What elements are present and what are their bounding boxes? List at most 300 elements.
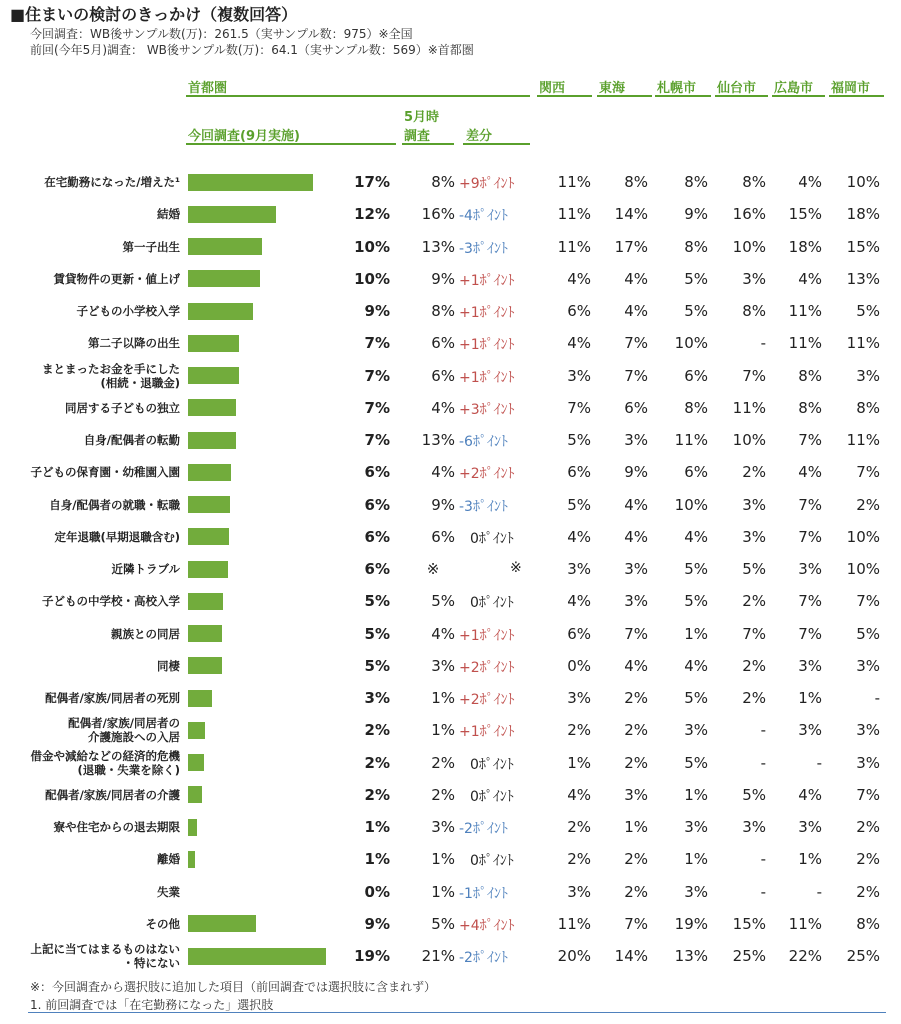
current-value: 10% [354, 237, 390, 256]
region-value: 2% [567, 850, 591, 869]
page-title: ■住まいの検討のきっかけ（複数回答） [10, 5, 298, 24]
region-value: 5% [684, 753, 708, 772]
category-label [0, 659, 180, 673]
previous-value: 5% [431, 914, 455, 933]
previous-value: 2% [431, 785, 455, 804]
region-value: 5% [684, 560, 708, 578]
category-label-line: 配偶者/家族/同居者の死別 [45, 691, 180, 705]
diff-value: +1ﾎﾟｲﾝﾄ [459, 724, 515, 741]
region-value: 15% [846, 237, 880, 256]
region-value: 11% [788, 302, 822, 320]
region-value: 11% [557, 237, 591, 256]
region-value: 20% [557, 947, 591, 965]
category-label [0, 627, 180, 641]
region-value: 13% [846, 269, 880, 288]
diff-value: 0ﾎﾟｲﾝﾄ [470, 853, 514, 870]
region-value: 4% [624, 527, 648, 546]
region-value: - [760, 334, 766, 353]
region-value: 5% [684, 689, 708, 707]
region-value: 11% [846, 334, 880, 353]
region-value: 5% [567, 431, 591, 449]
region-value: 3% [567, 366, 591, 385]
region-value: 7% [798, 527, 822, 546]
category-label-line: 自身/配偶者の就職・転職 [49, 497, 180, 512]
current-value: 19% [354, 947, 390, 965]
category-label [0, 240, 180, 254]
previous-value: 9% [431, 495, 455, 514]
region-value: 18% [788, 237, 822, 256]
region-value: 2% [742, 656, 766, 675]
category-label-line: 子どもの中学校・高校入学 [42, 594, 180, 609]
category-label [0, 336, 180, 350]
previous-value: 4% [431, 463, 455, 482]
category-label-line: 近隣トラブル [111, 562, 180, 576]
category-label-line: 第二子以降の出生 [88, 336, 180, 351]
current-value: 12% [354, 205, 390, 224]
region-value: 3% [798, 818, 822, 836]
region-value: 8% [742, 173, 766, 191]
bar [188, 625, 222, 642]
diff-value: -2ﾎﾟｲﾝﾄ [459, 950, 508, 966]
bar [188, 206, 276, 223]
region-value: - [874, 689, 880, 707]
region-value: 25% [732, 947, 766, 965]
region-value: 22% [788, 947, 822, 965]
previous-value: 13% [421, 431, 455, 449]
subtitle-previous-survey: 前回(今年5月)調査： WB後サンプル数(万)：64.1（実サンプル数：569）※首都圏 [30, 43, 474, 57]
region-value: 1% [624, 818, 648, 836]
category-label-line: (相続・退職金) [100, 375, 180, 390]
region-value: 16% [732, 205, 766, 224]
previous-value: 5% [431, 592, 455, 611]
region-value: 3% [742, 269, 766, 288]
region-value: 5% [684, 592, 708, 611]
category-label-line: 上記に当てはまるものはない [30, 942, 180, 956]
region-value: 10% [732, 237, 766, 256]
bar [188, 948, 326, 965]
region-value: 2% [624, 689, 648, 707]
region-value: 9% [684, 205, 708, 224]
region-value: 10% [674, 495, 708, 514]
region-value: 2% [856, 818, 880, 836]
footnote-added-items: ※：今回調査から選択肢に追加した項目（前回調査では選択肢に含まれず） [30, 980, 437, 994]
current-value: 6% [364, 495, 390, 514]
region-value: 4% [567, 269, 591, 288]
region-value: 8% [856, 398, 880, 417]
region-value: 6% [567, 624, 591, 643]
region-value: 10% [846, 173, 880, 191]
diff-value: -3ﾎﾟｲﾝﾄ [459, 498, 508, 515]
bar [188, 238, 262, 255]
region-value: 3% [856, 656, 880, 675]
bar [188, 819, 197, 836]
region-value: 18% [846, 205, 880, 224]
region-value: 1% [567, 753, 591, 772]
category-label [0, 175, 180, 189]
region-value: 4% [624, 495, 648, 514]
region-value: 11% [557, 205, 591, 224]
previous-value: 6% [431, 334, 455, 353]
header-prev-underline [402, 143, 454, 145]
previous-value: 16% [421, 205, 455, 224]
bar [188, 367, 239, 384]
category-label-line: 第一子出生 [122, 239, 180, 254]
current-value: 7% [364, 334, 390, 353]
region-value: - [816, 882, 822, 901]
bar [188, 915, 256, 932]
region-value: 4% [624, 656, 648, 675]
current-value: 7% [364, 366, 390, 385]
diff-value: +3ﾎﾟｲﾝﾄ [459, 401, 515, 418]
region-value: 7% [856, 463, 880, 482]
region-value: 10% [732, 431, 766, 449]
region-value: 3% [567, 689, 591, 707]
region-value: 4% [798, 269, 822, 288]
header-region-hiroshima: 広島市 [774, 81, 814, 96]
previous-value: 1% [431, 689, 455, 707]
category-label-line: 定年退職(早期退職含む) [54, 529, 180, 544]
current-value: 2% [364, 753, 390, 772]
diff-value: -3ﾎﾟｲﾝﾄ [459, 240, 508, 257]
category-label [0, 498, 180, 512]
header-current-underline [186, 143, 396, 145]
current-value: 9% [364, 302, 390, 320]
previous-value: 13% [421, 237, 455, 256]
region-value: 6% [684, 366, 708, 385]
diff-value: 0ﾎﾟｲﾝﾄ [470, 530, 514, 547]
header-region-sendai: 仙台市 [717, 81, 757, 96]
category-label [0, 820, 180, 834]
category-label-line: 子どもの保育園・幼稚園入園 [30, 465, 180, 480]
region-value: 7% [798, 495, 822, 514]
region-value: 3% [798, 560, 822, 578]
previous-value: 1% [431, 850, 455, 869]
category-label-line: 失業 [157, 884, 180, 899]
region-value: 15% [788, 205, 822, 224]
header-region-sendai-underline [715, 95, 768, 97]
region-value: 8% [742, 302, 766, 320]
region-value: 15% [732, 914, 766, 933]
bar [188, 399, 236, 416]
region-value: 5% [856, 624, 880, 643]
region-value: 14% [614, 205, 648, 224]
region-value: 4% [798, 173, 822, 191]
region-value: 11% [788, 334, 822, 353]
category-label [0, 594, 180, 608]
region-value: 5% [856, 302, 880, 320]
region-value: 0% [567, 656, 591, 675]
region-value: 3% [856, 366, 880, 385]
category-label [0, 917, 180, 931]
region-value: 4% [567, 527, 591, 546]
current-value: 7% [364, 431, 390, 449]
category-label-line: 配偶者/家族/同居者の介護 [45, 787, 180, 802]
bar [188, 335, 239, 352]
header-region-hiroshima-underline [772, 95, 825, 97]
region-value: 3% [567, 560, 591, 578]
bar [188, 270, 260, 287]
diff-value: +1ﾎﾟｲﾝﾄ [459, 305, 515, 321]
current-value: 6% [364, 527, 390, 546]
current-value: 6% [364, 560, 390, 578]
bar [188, 786, 202, 803]
previous-value: 9% [431, 269, 455, 288]
region-value: - [760, 721, 766, 740]
diff-value: +1ﾎﾟｲﾝﾄ [459, 369, 515, 386]
region-value: 2% [742, 463, 766, 482]
region-value: - [760, 882, 766, 901]
category-label [0, 433, 180, 447]
region-value: 11% [846, 431, 880, 449]
region-value: 3% [856, 753, 880, 772]
bar [188, 528, 229, 545]
region-value: 8% [624, 173, 648, 191]
bar [188, 754, 204, 771]
category-label [0, 362, 180, 390]
region-value: 3% [742, 818, 766, 836]
region-value: 9% [624, 463, 648, 482]
current-value: 1% [364, 850, 390, 869]
region-value: 7% [567, 398, 591, 417]
bar [188, 722, 205, 739]
previous-value: 1% [431, 721, 455, 740]
previous-value: 21% [421, 947, 455, 965]
region-value: 4% [567, 592, 591, 611]
current-value: 3% [364, 689, 390, 707]
category-label [0, 749, 180, 777]
region-value: 4% [798, 463, 822, 482]
region-value: 7% [798, 624, 822, 643]
category-label-line: 同居する子どもの独立 [65, 400, 180, 415]
bar [188, 657, 222, 674]
bar [188, 174, 313, 191]
region-value: 7% [856, 785, 880, 804]
region-value: 8% [798, 366, 822, 385]
diff-value: ※ [510, 560, 522, 576]
category-label-line: ・特にない [122, 956, 180, 970]
header-region-tokai: 東海 [599, 81, 626, 96]
region-value: 4% [798, 785, 822, 804]
category-label [0, 530, 180, 544]
region-value: 17% [614, 237, 648, 256]
current-value: 9% [364, 914, 390, 933]
previous-value: 3% [431, 818, 455, 836]
bar [188, 690, 212, 707]
region-value: 5% [684, 302, 708, 320]
diff-value: +1ﾎﾟｲﾝﾄ [459, 627, 515, 644]
previous-value: 8% [431, 173, 455, 191]
region-value: 6% [567, 302, 591, 320]
bar [188, 464, 231, 481]
region-value: 11% [557, 914, 591, 933]
category-label-line: 子どもの小学校入学 [76, 304, 180, 318]
diff-value: -6ﾎﾟｲﾝﾄ [459, 434, 508, 450]
diff-value: 0ﾎﾟｲﾝﾄ [470, 788, 514, 805]
region-value: 6% [624, 398, 648, 417]
region-value: 8% [684, 237, 708, 256]
bar [188, 851, 195, 868]
diff-value: +2ﾎﾟｲﾝﾄ [459, 659, 515, 676]
current-value: 2% [364, 721, 390, 740]
region-value: 3% [856, 721, 880, 740]
region-value: 1% [798, 689, 822, 707]
category-label-line: 離婚 [157, 852, 180, 867]
diff-value: 0ﾎﾟｲﾝﾄ [470, 756, 514, 773]
category-label-line: 在宅勤務になった/増えた¹ [44, 175, 180, 189]
region-value: 2% [624, 753, 648, 772]
current-value: 5% [364, 592, 390, 611]
region-value: - [816, 753, 822, 772]
diff-value: +2ﾎﾟｲﾝﾄ [459, 692, 515, 708]
region-value: 14% [614, 947, 648, 965]
category-label [0, 562, 180, 576]
category-label [0, 691, 180, 705]
current-value: 5% [364, 656, 390, 675]
header-shutoken: 首都圏 [188, 81, 228, 96]
category-label-line: その他 [145, 916, 180, 931]
header-diff-underline [463, 143, 530, 145]
category-label [0, 716, 180, 744]
region-value: 2% [567, 721, 591, 740]
current-value: 1% [364, 818, 390, 836]
region-value: - [760, 753, 766, 772]
region-value: 5% [742, 785, 766, 804]
header-region-sapporo: 札幌市 [657, 81, 697, 96]
region-value: 8% [684, 398, 708, 417]
region-value: 7% [624, 366, 648, 385]
region-value: 5% [684, 269, 708, 288]
diff-value: +4ﾎﾟｲﾝﾄ [459, 917, 515, 934]
diff-value: -4ﾎﾟｲﾝﾄ [459, 208, 508, 225]
category-label-line: 借金や減給などの経済的危機 [30, 748, 180, 763]
header-region-fukuoka-underline [829, 95, 884, 97]
region-value: 3% [742, 495, 766, 514]
current-value: 5% [364, 624, 390, 643]
region-value: 7% [742, 366, 766, 385]
region-value: 7% [856, 592, 880, 611]
current-value: 0% [364, 882, 390, 901]
region-value: 11% [674, 431, 708, 449]
current-value: 17% [354, 173, 390, 191]
previous-value: 4% [431, 398, 455, 417]
region-value: 7% [798, 431, 822, 449]
bar [188, 303, 253, 320]
region-value: 2% [624, 850, 648, 869]
region-value: 3% [742, 527, 766, 546]
header-shutoken-underline [186, 95, 530, 97]
region-value: 6% [567, 463, 591, 482]
header-region-kansai: 関西 [539, 81, 566, 96]
region-value: 10% [846, 560, 880, 578]
region-value: - [760, 850, 766, 869]
region-value: 2% [742, 689, 766, 707]
previous-value: 6% [431, 527, 455, 546]
footer-divider [28, 1012, 886, 1013]
region-value: 1% [684, 624, 708, 643]
region-value: 3% [624, 431, 648, 449]
category-label-line: 同棲 [157, 658, 180, 673]
previous-value: ※ [426, 560, 440, 578]
diff-value: +1ﾎﾟｲﾝﾄ [459, 337, 515, 354]
region-value: 3% [567, 882, 591, 901]
region-value: 7% [624, 334, 648, 353]
region-value: 3% [684, 818, 708, 836]
region-value: 2% [624, 721, 648, 740]
category-label-line: 寮や住宅からの退去期限 [53, 820, 180, 834]
current-value: 2% [364, 785, 390, 804]
header-region-fukuoka: 福岡市 [831, 81, 871, 96]
category-label [0, 304, 180, 318]
region-value: 3% [624, 560, 648, 578]
region-value: 11% [788, 914, 822, 933]
category-label-line: 親族との同居 [111, 626, 180, 641]
region-value: 7% [798, 592, 822, 611]
diff-value: 0ﾎﾟｲﾝﾄ [470, 595, 514, 612]
region-value: 8% [856, 914, 880, 933]
category-label [0, 207, 180, 221]
current-value: 6% [364, 463, 390, 482]
region-value: 6% [684, 463, 708, 482]
current-value: 10% [354, 269, 390, 288]
region-value: 1% [684, 785, 708, 804]
region-value: 3% [798, 721, 822, 740]
bar [188, 496, 230, 513]
header-prev-line1: 5月時 [404, 110, 440, 125]
region-value: 4% [624, 269, 648, 288]
category-label-line: 自身/配偶者の転勤 [83, 433, 180, 447]
previous-value: 1% [431, 882, 455, 901]
region-value: 2% [856, 850, 880, 869]
region-value: 1% [798, 850, 822, 869]
header-prev-line2: 調査 [404, 129, 431, 144]
category-label [0, 885, 180, 899]
diff-value: +2ﾎﾟｲﾝﾄ [459, 466, 515, 483]
category-label [0, 465, 180, 479]
region-value: 2% [624, 882, 648, 901]
region-value: 4% [567, 785, 591, 804]
region-value: 8% [798, 398, 822, 417]
region-value: 11% [557, 173, 591, 191]
header-region-tokai-underline [597, 95, 652, 97]
previous-value: 8% [431, 302, 455, 320]
footnote-telework: 1. 前回調査では「在宅勤務になった」選択肢 [30, 998, 274, 1012]
region-value: 8% [684, 173, 708, 191]
diff-value: +9ﾎﾟｲﾝﾄ [459, 176, 515, 192]
header-current-survey: 今回調査(9月実施) [188, 129, 300, 144]
header-region-sapporo-underline [655, 95, 711, 97]
subtitle-current-survey: 今回調査：WB後サンプル数(万)：261.5（実サンプル数：975）※全国 [30, 27, 413, 41]
region-value: 11% [732, 398, 766, 417]
header-diff: 差分 [466, 129, 493, 144]
region-value: 3% [684, 882, 708, 901]
region-value: 3% [624, 592, 648, 611]
region-value: 7% [624, 624, 648, 643]
region-value: 2% [567, 818, 591, 836]
category-label-line: 介護施設への入居 [88, 730, 180, 745]
region-value: 2% [742, 592, 766, 611]
header-region-kansai-underline [537, 95, 592, 97]
region-value: 25% [846, 947, 880, 965]
region-value: 3% [798, 656, 822, 675]
region-value: 5% [567, 495, 591, 514]
region-value: 5% [742, 560, 766, 578]
category-label [0, 942, 180, 970]
category-label-line: まとまったお金を手にした [42, 361, 180, 376]
category-label [0, 788, 180, 802]
category-label-line: (退職・失業を除く) [77, 762, 180, 777]
region-value: 13% [674, 947, 708, 965]
current-value: 7% [364, 398, 390, 417]
